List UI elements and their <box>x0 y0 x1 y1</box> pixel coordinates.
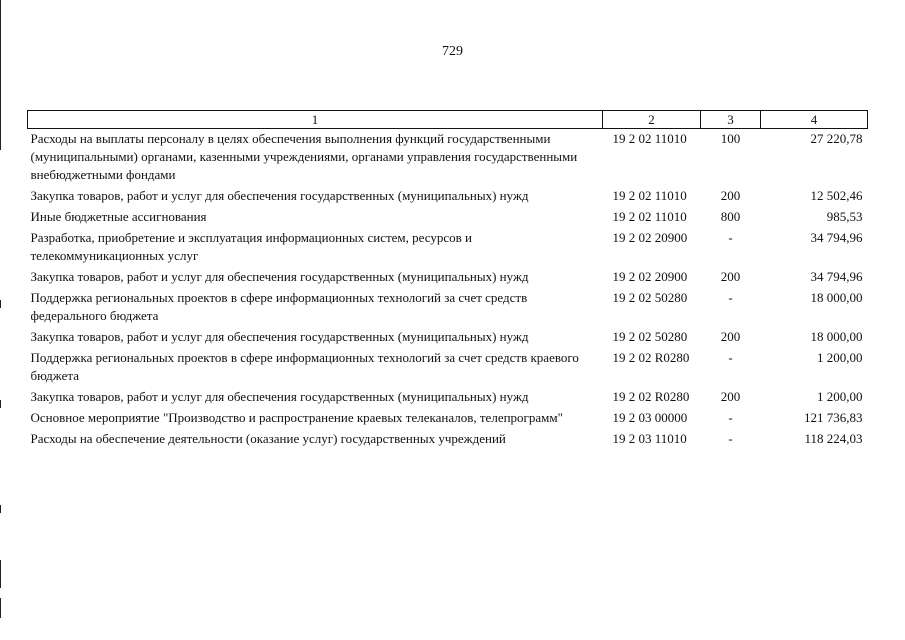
scan-edge-mark <box>0 400 1 408</box>
row-amount: 12 502,46 <box>810 188 863 203</box>
row-type: - <box>728 290 733 305</box>
row-type: - <box>728 350 733 365</box>
budget-table <box>27 110 868 450</box>
row-name: Расходы на обеспечение деятельности (оказание услуг) государственных учреждений <box>30 431 506 446</box>
page-number: 729 <box>442 44 463 59</box>
scan-edge-mark <box>0 598 1 618</box>
scan-edge-mark <box>0 0 1 150</box>
row-type: 200 <box>720 269 741 284</box>
row-name: Расходы на выплаты персоналу в целях обеспечения выполнения функций государственными (муниципальными) органами, казенными учреждениями, органами управления государственными внебюджетными фондами <box>30 131 578 182</box>
row-name: Основное мероприятие "Производство и распространение краевых телеканалов, телепрограмм" <box>30 410 563 425</box>
row-name: Иные бюджетные ассигнования <box>30 209 207 224</box>
row-amount: 27 220,78 <box>810 131 863 146</box>
table-row <box>28 348 868 387</box>
row-code: 19 2 02 50280 <box>612 329 688 344</box>
column-header-type: 3 <box>701 111 761 129</box>
row-code: 19 2 03 11010 <box>612 431 687 446</box>
scan-edge-mark <box>0 300 1 308</box>
row-type: - <box>728 230 733 245</box>
row-name: Закупка товаров, работ и услуг для обеспечения государственных (муниципальных) нужд <box>30 269 529 284</box>
row-code: 19 2 02 11010 <box>612 188 687 203</box>
table-row <box>28 267 868 288</box>
row-code: 19 2 02 R0280 <box>612 389 690 404</box>
row-amount: 34 794,96 <box>810 269 863 284</box>
row-code: 19 2 02 11010 <box>612 209 687 224</box>
row-type: - <box>728 431 733 446</box>
row-amount: 1 200,00 <box>817 350 863 365</box>
row-name: Закупка товаров, работ и услуг для обеспечения государственных (муниципальных) нужд <box>30 329 529 344</box>
row-type: 200 <box>720 329 741 344</box>
row-code: 19 2 02 11010 <box>612 131 687 146</box>
table-row <box>28 288 868 327</box>
row-type: 200 <box>720 389 741 404</box>
table-row <box>28 387 868 408</box>
row-amount: 34 794,96 <box>810 230 863 245</box>
row-amount: 18 000,00 <box>810 290 863 305</box>
table-row <box>28 129 868 187</box>
column-header-code: 2 <box>603 111 701 129</box>
row-amount: 985,53 <box>826 209 863 224</box>
row-code: 19 2 03 00000 <box>612 410 688 425</box>
row-amount: 1 200,00 <box>817 389 863 404</box>
table-row <box>28 408 868 429</box>
row-amount: 121 736,83 <box>804 410 863 425</box>
row-code: 19 2 02 20900 <box>612 269 688 284</box>
row-amount: 118 224,03 <box>804 431 863 446</box>
table-row <box>28 228 868 267</box>
row-name: Закупка товаров, работ и услуг для обеспечения государственных (муниципальных) нужд <box>30 188 529 203</box>
table-row <box>28 327 868 348</box>
row-amount: 18 000,00 <box>810 329 863 344</box>
column-header-name: 1 <box>28 111 603 129</box>
scan-edge-mark <box>0 505 1 513</box>
table-row <box>28 429 868 450</box>
row-name: Закупка товаров, работ и услуг для обеспечения государственных (муниципальных) нужд <box>30 389 529 404</box>
table-row <box>28 186 868 207</box>
row-type: 800 <box>720 209 741 224</box>
column-header-amount: 4 <box>761 111 868 129</box>
row-code: 19 2 02 20900 <box>612 230 688 245</box>
row-type: 200 <box>720 188 741 203</box>
row-code: 19 2 02 50280 <box>612 290 688 305</box>
row-name: Разработка, приобретение и эксплуатация информационных систем, ресурсов и телекоммуникационных услуг <box>30 230 472 263</box>
row-name: Поддержка региональных проектов в сфере информационных технологий за счет средств федерального бюджета <box>30 290 528 323</box>
row-name: Поддержка региональных проектов в сфере информационных технологий за счет средств краевого бюджета <box>30 350 579 383</box>
table-header-row <box>28 111 868 129</box>
row-type: - <box>728 410 733 425</box>
row-code: 19 2 02 R0280 <box>612 350 690 365</box>
row-type: 100 <box>720 131 741 146</box>
table-row <box>28 207 868 228</box>
scan-edge-mark <box>0 560 1 588</box>
